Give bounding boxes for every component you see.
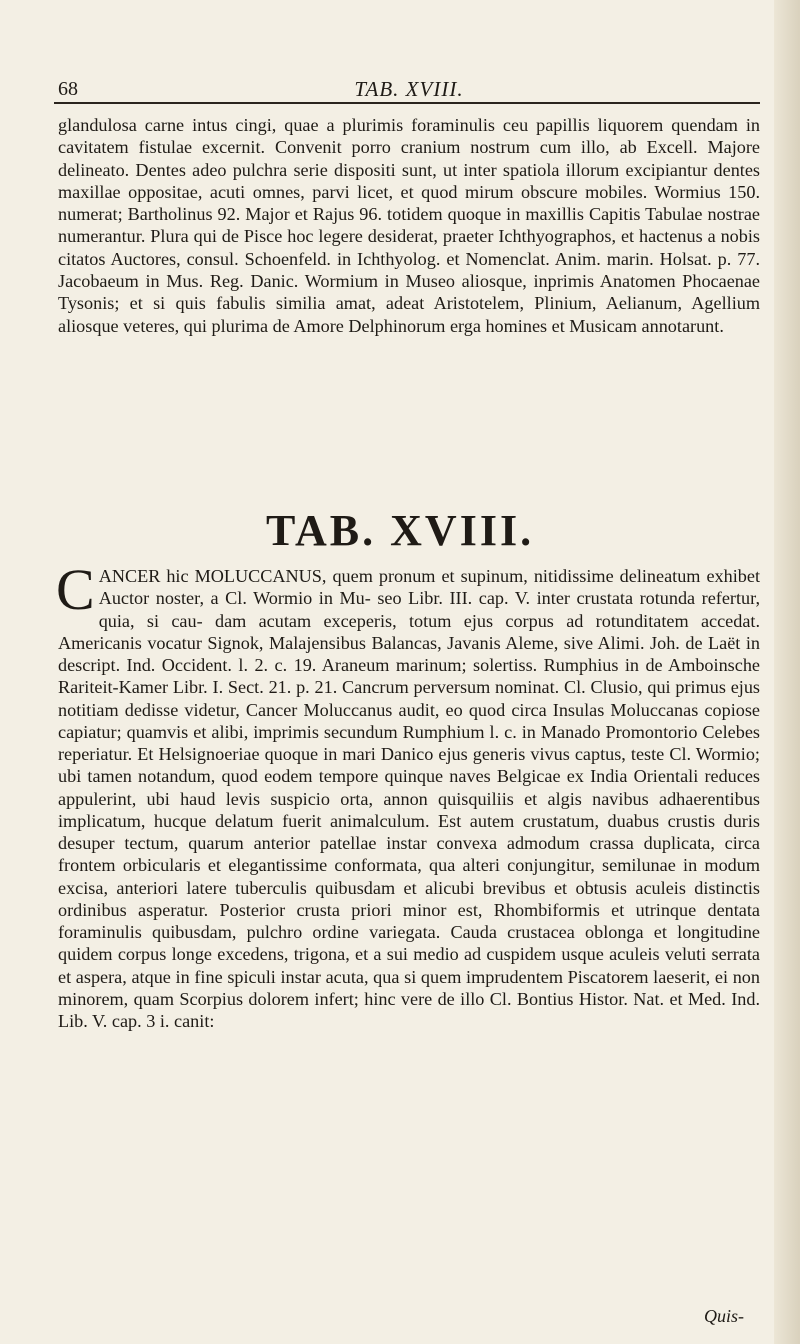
paragraph-continuation — [58, 114, 760, 337]
section-continuation: dam acutam exceperis, totum ejus corpus ad rotunditatem accedat. Americanis vocatur Signok, Malajensibus Balancas, Javanis Aleme, sive Alimi. Joh. de Laët in descript. Ind. Occident. l. 2. c. 19. Araneum marinum; solertiss. Rumphius in de Amboinsche Rariteit-Kamer Libr. I. Sect. 21. p. 21. Cancrum perversum nominat. Cl. Clusio, qui primus ejus notitiam dedisse videtur, Cancer Moluccanus audit, eo quod circa Insulas Moluccanas copiose capiatur; quamvis et alibi, imprimis secundum Rumphium l. c. in Manado Promontorio Celebes reperiatur. Et Helsignoeriae quoque in mari Danico ejus generis vivus captus, teste Cl. Wormio; ubi tamen notandum, quod eodem tempore quinque naves Belgicae ex India Orientali reduces appulerint, ubi haud levis suspicio orta, annon quisquiliis et algis navibus adhaerentibus implicatum, hucque delatum fuerit animalculum. Est autem crustatum, duabus crustis duris desuper tectum, quarum anterior patellae instar convexa admodum crassa duplicata, circa frontem orbicularis et elegantissime conformata, qua alteri conjungitur, semilunae in modum excisa, anteriori latere tuberculis quibusdam et alicubi brevibus et obtusis aculeis distinctis ordinibus asperatur. Posterior crusta priori minor est, Rhombiformis et utrinque dentata foraminulis quibusdam, pulchro ordine variegata. Cauda crustacea oblonga et longitudine quidem corpus longe excedens, trigona, et a sui medio ad cuspidem usque aculeis veluti serrata et aspera, atque in fine spiculi instar acuta, qua si quem imprudentem Piscatorem laeserit, ei non minorem, quam Scorpius dolorem infert; hinc vere de illo Cl. Bontius Histor. Nat. et Med. Ind. Lib. V. cap. 3 i. canit: — [58, 610, 761, 1031]
plate-heading: TAB. XVIII. — [265, 506, 535, 555]
paragraph-text: glandulosa carne intus cingi, quae a plurimis foraminulis ceu papillis liquorem quendam in cavitatem fistulae excernit. Convenit porro cranium nostrum cum illo, ab Excell. Majore delineato. Dentes adeo pulchra serie dispositi sunt, ut inter spatiola illorum excipiantur dentes maxillae oppositae, acuti omnes, parvi licet, et quod mirum obscure mobiles. Wormius 150. numerat; Bartholinus 92. Major et Rajus 96. totidem quoque in maxillis Capitis Tabulae nostrae numerantur. Plura qui de Pisce hoc legere desiderat, praeter Ichthyographos, et hactenus a nobis citatos Auctores, consul. Schoenfeld. in Ichthyolog. et Nomenclat. Anim. marin. Holsat. p. 77. Jacobaeum in Mus. Reg. Danic. Wormium in Museo aliosque, inprimis Anatomen Phocaenae Tysonis; et si quis fabulis similia amat, adeat Aristotelem, Plinium, Aelianum, Agellium aliosque veteres, qui plurima de Amore Delphinorum erga homines et Musicam annotarunt. — [58, 115, 760, 336]
page-edge — [774, 0, 800, 1344]
section-line-1: ANCER hic MOLUCCANUS, quem pronum et supinum, — [98, 566, 528, 586]
catchword: Quis- — [704, 1306, 744, 1326]
plate-description — [56, 557, 761, 1032]
page-number: 68 — [58, 78, 78, 100]
section-line-2: nitidissime delineatum exhibet Auctor noster, a Cl. Wormio in Mu- — [98, 566, 760, 609]
running-title: TAB. XVIII. — [354, 77, 464, 101]
section-line-3: seo Libr. III. cap. V. inter crustata rotunda refertur, quia, si cau- — [98, 588, 761, 631]
drop-initial: C — [56, 557, 95, 622]
header-rule — [54, 102, 760, 104]
page-header — [58, 74, 760, 104]
